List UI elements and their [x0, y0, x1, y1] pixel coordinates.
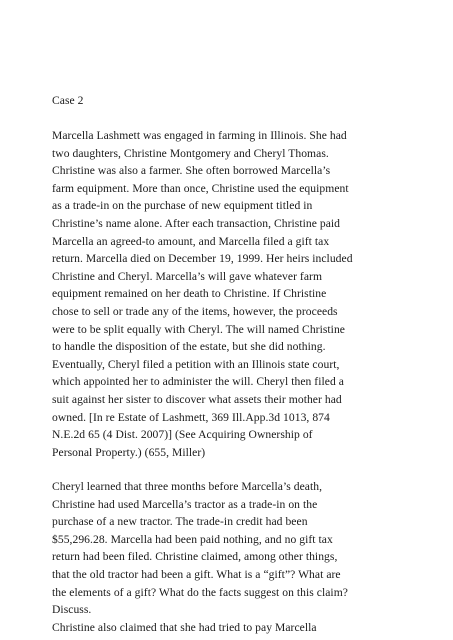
case-heading: Case 2: [52, 94, 84, 107]
paragraph-tractor-question: Cheryl learned that three months before Marcella’s death, Christine had used Marcella’s tractor as a trade-in on the purchase of a new tractor. The trade-in credit had been $55,296.28. Marcella had been paid nothing, and no gift tax return had been filed. Christine claimed, among other things, that the old tractor had been a gift. What is a “gift”? What are the elements of a gift? What do the facts suggest on this claim? Discuss.: [52, 480, 348, 617]
paragraph-christine-claim: Christine also claimed that she had tried to pay Marcella: [52, 621, 317, 634]
paragraph-case-facts: Marcella Lashmett was engaged in farming in Illinois. She had two daughters, Christine Montgomery and Cheryl Thomas. Christine was also a farmer. She often borrowed Marcella’s farm equipment. More than once, Christine used the equipment as a trade-in on the purchase of new equipment titled in Christine’s name alone. After each transaction, Christine paid Marcella an agreed-to amount, and Marcella filed a gift tax return. Marcella died on December 19, 1999. Her heirs included Christine and Cheryl. Marcella’s will gave whatever farm equipment remained on her death to Christine. If Christine chose to sell or trade any of the items, however, the proceeds were to be split equally with Cheryl. The will named Christine to handle the disposition of the estate, but she did nothing. Eventually, Cheryl filed a petition with an Illinois state court, which appointed her to administer the will. Cheryl then filed a suit against her sister to discover what assets their mother had owned. [In re Estate of Lashmett, 369 Ill.App.3d 1013, 874 N.E.2d 65 (4 Dist. 2007)] (See Acquiring Ownership of Personal Property.) (655, Miller): [52, 129, 353, 459]
